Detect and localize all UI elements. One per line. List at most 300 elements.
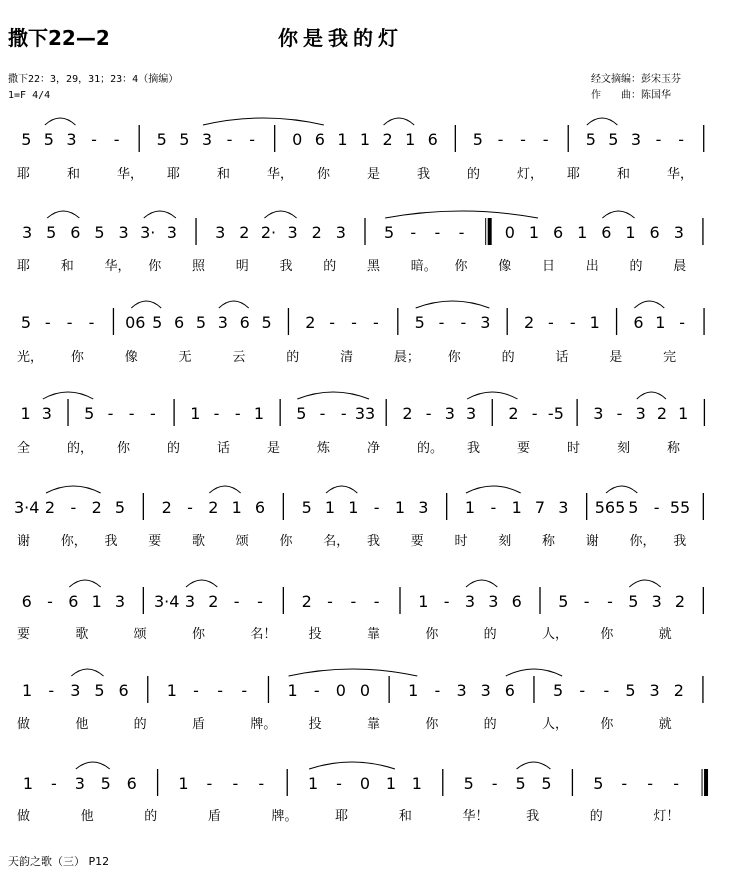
lyric-syllable: 名！ xyxy=(250,627,277,642)
note: - xyxy=(655,130,662,149)
lyric-syllable: 日 xyxy=(542,259,556,274)
note: 6 xyxy=(511,592,522,611)
note: - xyxy=(497,130,504,149)
slur xyxy=(634,301,664,308)
lyric-syllable: 称 xyxy=(667,441,681,456)
note: - xyxy=(616,404,623,423)
lyric-syllable: 话 xyxy=(555,350,569,365)
note: - xyxy=(460,313,467,332)
lyric-syllable: 耶 xyxy=(17,167,31,182)
note: - xyxy=(128,404,135,423)
note: 06 xyxy=(125,313,146,332)
lyric-syllable: 华， xyxy=(117,167,144,182)
note: - xyxy=(603,681,610,700)
note: 1 xyxy=(166,681,177,700)
lyric-syllable: 和 xyxy=(617,167,631,182)
composer-credit: 作 曲：陈国华 xyxy=(591,90,671,101)
note: 6 xyxy=(254,498,266,517)
lyric-syllable: 像 xyxy=(498,259,512,274)
note: 2 xyxy=(301,592,312,611)
lyric-syllable: 你 xyxy=(447,350,461,365)
slur xyxy=(606,486,637,493)
note: - xyxy=(313,681,320,700)
note: 3 xyxy=(444,404,455,423)
lyric-syllable: 净 xyxy=(367,441,381,456)
note: 5 xyxy=(20,313,32,332)
score-system xyxy=(17,580,703,642)
note: 5 xyxy=(593,774,604,793)
note: - xyxy=(70,498,77,517)
note: 3 xyxy=(630,130,642,149)
key-signature: 1=F 4/4 xyxy=(8,90,51,101)
lyric-syllable: 就 xyxy=(658,627,672,642)
note: 1 xyxy=(337,130,348,149)
note: 2 xyxy=(523,313,535,332)
lyric-syllable: 和 xyxy=(60,259,74,274)
note: 1 xyxy=(528,223,540,242)
note: - xyxy=(50,774,57,793)
note: 3 xyxy=(418,498,429,517)
note: 3 xyxy=(635,404,646,423)
note: 6 xyxy=(504,681,515,700)
note: - xyxy=(490,498,497,517)
lyric-syllable: 耶 xyxy=(335,809,349,824)
lyric-syllable: 的 xyxy=(483,627,497,642)
note: 3 xyxy=(66,130,77,149)
slur xyxy=(76,762,110,769)
song-number: 撒下22—2 xyxy=(8,26,110,50)
lyric-syllable: 刻 xyxy=(498,534,512,549)
note: - xyxy=(258,774,265,793)
note: 5 xyxy=(261,313,272,332)
note: 1 xyxy=(411,774,422,793)
slur xyxy=(45,118,76,125)
note: - xyxy=(234,404,241,423)
note: 3 xyxy=(70,681,81,700)
note: 6 xyxy=(126,774,137,793)
lyric-syllable: 我 xyxy=(279,259,293,274)
note: 5 xyxy=(472,130,483,149)
note: - xyxy=(491,774,498,793)
lyric-syllable: 我 xyxy=(526,809,540,824)
note: 1 xyxy=(418,592,429,611)
note: 5 xyxy=(152,313,163,332)
lyric-syllable: 华！ xyxy=(462,809,489,824)
note: - xyxy=(319,404,326,423)
lyric-syllable: 你 xyxy=(192,627,206,642)
note: - xyxy=(351,313,357,332)
note: 1 xyxy=(589,313,600,332)
note: 3·4 xyxy=(153,592,180,611)
slur xyxy=(46,486,101,493)
note: - xyxy=(336,774,342,793)
lyric-syllable: 做 xyxy=(17,717,31,732)
lyric-syllable: 照 xyxy=(192,259,206,274)
note: 3 xyxy=(287,223,298,242)
slur xyxy=(326,486,357,493)
note: - xyxy=(438,313,445,332)
lyric-syllable: 耶 xyxy=(17,259,31,274)
scripture-source: 撒下22：3，29，31；23：4（摘编） xyxy=(8,74,179,85)
lyric-syllable: 炼 xyxy=(317,441,331,456)
note: 55 xyxy=(669,498,691,517)
note: - xyxy=(107,404,114,423)
lyric-syllable: 牌。 xyxy=(250,717,277,732)
lyric-syllable: 靠 xyxy=(367,627,381,642)
note: 6 xyxy=(21,592,32,611)
note: - xyxy=(340,404,347,423)
lyric-syllable: 你， xyxy=(60,534,87,549)
slur xyxy=(602,211,634,218)
note: 1 xyxy=(22,774,34,793)
lyric-syllable: 出 xyxy=(585,259,599,274)
footer-source: 天韵之歌（三） P12 xyxy=(8,855,110,868)
lyric-syllable: 刻 xyxy=(617,441,631,456)
lyric-syllable: 的 xyxy=(323,259,337,274)
lyric-syllable: 名， xyxy=(323,534,350,549)
lyric-syllable: 的 xyxy=(629,259,643,274)
note: 565 xyxy=(594,498,626,517)
lyric-syllable: 我 xyxy=(673,534,687,549)
lyric-syllable: 时 xyxy=(454,534,468,549)
lyric-syllable: 像 xyxy=(124,350,138,365)
note: 5 xyxy=(585,130,596,149)
lyric-syllable: 灯， xyxy=(517,167,544,182)
lyric-syllable: 牌。 xyxy=(271,809,298,824)
lyric-syllable: 的 xyxy=(286,350,300,365)
slur xyxy=(264,211,296,218)
note: 33 xyxy=(354,404,376,423)
note: - xyxy=(66,313,73,332)
lyric-syllable: 是 xyxy=(609,350,623,365)
note: - xyxy=(679,313,686,332)
note: 2 xyxy=(208,498,219,517)
lyric-syllable: 要 xyxy=(148,534,162,549)
note: 1 xyxy=(20,404,31,423)
lyric-syllable: 暗。 xyxy=(410,259,437,274)
note: 5 xyxy=(628,592,639,611)
note: 3 xyxy=(21,223,33,242)
note: 5 xyxy=(179,130,190,149)
note: 3 xyxy=(558,498,569,517)
lyric-syllable: 他 xyxy=(80,809,94,824)
note: 6 xyxy=(173,313,185,332)
lyric-syllable: 华， xyxy=(104,259,131,274)
note: 2 xyxy=(402,404,413,423)
lyric-syllable: 盾 xyxy=(207,809,221,824)
note: 5 xyxy=(156,130,167,149)
note: - xyxy=(327,592,333,611)
slur xyxy=(47,211,79,218)
note: 6 xyxy=(601,223,612,242)
note: 5 xyxy=(94,681,105,700)
lyric-syllable: 的 xyxy=(467,167,481,182)
lyric-syllable: 盾 xyxy=(192,717,206,732)
note: 1 xyxy=(253,404,265,423)
slur xyxy=(209,486,240,493)
note: 5 xyxy=(46,223,57,242)
lyric-syllable: 要 xyxy=(517,441,531,456)
lyric-syllable: 我 xyxy=(417,167,431,182)
note: 2 xyxy=(508,404,519,423)
note: - xyxy=(206,774,213,793)
note: - xyxy=(583,592,590,611)
note: 1 xyxy=(678,404,689,423)
note: - xyxy=(621,774,628,793)
lyric-syllable: 你 xyxy=(600,717,614,732)
note: 3 xyxy=(74,774,85,793)
lyric-syllable: 清 xyxy=(340,350,354,365)
note: 2 xyxy=(673,681,684,700)
note: 1 xyxy=(190,404,201,423)
lyric-syllable: 我 xyxy=(467,441,481,456)
lyric-syllable: 话 xyxy=(217,441,231,456)
lyric-syllable: 他 xyxy=(75,717,89,732)
note: 3 xyxy=(480,681,491,700)
note: - xyxy=(458,223,465,242)
lyric-syllable: 称 xyxy=(542,534,556,549)
lyric-syllable: 和 xyxy=(398,809,412,824)
lyric-syllable: 华， xyxy=(667,167,694,182)
slur xyxy=(131,301,161,308)
slur xyxy=(629,580,660,587)
slur xyxy=(637,392,666,399)
note: 5 xyxy=(84,404,95,423)
note: 6 xyxy=(427,130,438,149)
note: 2· xyxy=(260,223,277,242)
note: - xyxy=(607,592,613,611)
note: 5 xyxy=(384,223,395,242)
note: 1 xyxy=(394,498,406,517)
note: - xyxy=(678,130,685,149)
note: 3 xyxy=(651,592,662,611)
note: - xyxy=(48,681,55,700)
note: 2 xyxy=(311,223,322,242)
lyric-syllable: 的 xyxy=(133,717,147,732)
lyric-syllable: 你 xyxy=(148,259,162,274)
note: 3 xyxy=(118,223,129,242)
note: 0 xyxy=(504,223,515,242)
note: 3·4 xyxy=(13,498,40,517)
note: 6 xyxy=(68,592,79,611)
note: 1 xyxy=(324,498,336,517)
note: 6 xyxy=(314,130,325,149)
lyric-syllable: 无 xyxy=(178,350,192,365)
slur xyxy=(219,301,249,308)
note: 5 xyxy=(21,130,32,149)
lyric-syllable: 和 xyxy=(217,167,231,182)
note: 3 xyxy=(184,592,196,611)
lyric-syllable: 耶 xyxy=(167,167,181,182)
note: 1 xyxy=(231,498,242,517)
note: 3 xyxy=(335,223,346,242)
note: 5 xyxy=(94,223,105,242)
note: 1 xyxy=(359,130,371,149)
lyric-syllable: 靠 xyxy=(367,717,381,732)
note: 5 xyxy=(608,130,619,149)
note: - xyxy=(548,313,554,332)
lyric-syllable: 歌 xyxy=(75,627,89,642)
note: 0 xyxy=(359,774,371,793)
note: 2 xyxy=(208,592,219,611)
note: 6 xyxy=(70,223,81,242)
note: 3 xyxy=(41,404,52,423)
note: 1 xyxy=(21,681,33,700)
note: 6 xyxy=(633,313,644,332)
note: 1 xyxy=(625,223,636,242)
note: 6 xyxy=(553,223,564,242)
note: 1 xyxy=(464,498,476,517)
note: 3· xyxy=(140,223,156,242)
lyric-syllable: 光， xyxy=(17,350,44,365)
lyric-syllable: 投 xyxy=(308,717,322,732)
slur xyxy=(506,669,562,676)
slur xyxy=(297,392,369,399)
note: 3 xyxy=(114,592,126,611)
note: 5 xyxy=(301,498,312,517)
note: 5 xyxy=(541,774,552,793)
lyric-syllable: 灯！ xyxy=(653,809,680,824)
note: - xyxy=(373,313,379,332)
note: 5 xyxy=(553,681,564,700)
note: - xyxy=(425,404,432,423)
note: - xyxy=(569,313,576,332)
note: - xyxy=(213,404,220,423)
note: 3 xyxy=(480,313,491,332)
lyric-syllable: 时 xyxy=(567,441,581,456)
lyric-syllable: 云 xyxy=(232,350,246,365)
note: 5 xyxy=(558,592,569,611)
lyric-syllable: 晨 xyxy=(673,259,687,274)
note: 1 xyxy=(308,774,319,793)
note: 3 xyxy=(465,404,477,423)
score-system xyxy=(17,211,703,274)
note: - xyxy=(44,313,51,332)
note: - xyxy=(329,313,336,332)
lyric-syllable: 你 xyxy=(600,627,614,642)
slur xyxy=(384,118,415,125)
slur xyxy=(309,762,395,769)
lyric-syllable: 全 xyxy=(17,441,31,456)
slur xyxy=(186,580,217,587)
note: - xyxy=(520,130,526,149)
lyric-syllable: 晨； xyxy=(393,350,420,365)
note: 6 xyxy=(118,681,129,700)
note: - xyxy=(257,592,263,611)
note: - xyxy=(187,498,193,517)
score-system xyxy=(17,392,704,456)
lyric-syllable: 要 xyxy=(17,627,31,642)
score-system xyxy=(17,118,704,182)
lyric-syllable: 你， xyxy=(629,534,656,549)
note: - xyxy=(542,130,549,149)
note: - xyxy=(232,774,239,793)
slur xyxy=(203,118,324,125)
note: 5 xyxy=(625,681,636,700)
slur xyxy=(466,580,497,587)
lyric-syllable: 是 xyxy=(267,441,281,456)
note: 3 xyxy=(215,223,226,242)
lyric-syllable: 颂 xyxy=(133,627,147,642)
note: 2 xyxy=(91,498,102,517)
note: 5 xyxy=(463,774,474,793)
lyric-syllable: 就 xyxy=(658,717,672,732)
note: 2 xyxy=(382,130,393,149)
lyric-syllable: 的， xyxy=(67,441,94,456)
note: 1 xyxy=(408,681,419,700)
note: 2 xyxy=(44,498,56,517)
note: 1 xyxy=(511,498,522,517)
arranger-credit: 经文摘编：彭宋玉芬 xyxy=(591,74,681,85)
note: 2 xyxy=(239,223,250,242)
note: - xyxy=(91,130,97,149)
lyric-syllable: 耶 xyxy=(567,167,581,182)
score-system xyxy=(17,301,704,365)
note: 3 xyxy=(201,130,213,149)
lyric-syllable: 做 xyxy=(17,809,31,824)
note: - xyxy=(653,498,660,517)
lyric-syllable: 的。 xyxy=(417,441,444,456)
lyric-syllable: 人， xyxy=(542,717,569,732)
lyric-syllable: 和 xyxy=(67,167,81,182)
note: 5 xyxy=(43,130,54,149)
lyric-syllable: 是 xyxy=(367,167,381,182)
note: 2 xyxy=(674,592,686,611)
lyric-syllable: 华， xyxy=(267,167,294,182)
note: 3 xyxy=(217,313,228,332)
note: -5 xyxy=(547,404,564,423)
note: 5 xyxy=(296,404,307,423)
note: 1 xyxy=(287,681,298,700)
slur xyxy=(467,392,517,399)
lyric-syllable: 人， xyxy=(542,627,569,642)
note: - xyxy=(531,404,538,423)
note: 3 xyxy=(488,592,499,611)
lyric-syllable: 的 xyxy=(483,717,497,732)
note: - xyxy=(193,681,199,700)
note: - xyxy=(226,130,233,149)
note: 2 xyxy=(656,404,668,423)
lyric-syllable: 你 xyxy=(317,167,331,182)
lyric-syllable: 我 xyxy=(104,534,118,549)
note: - xyxy=(434,223,441,242)
lyric-syllable: 的 xyxy=(589,809,603,824)
note: - xyxy=(241,681,248,700)
note: 2 xyxy=(305,313,316,332)
note: 3 xyxy=(673,223,684,242)
note: - xyxy=(350,592,357,611)
lyric-syllable: 我 xyxy=(367,534,381,549)
note: 1 xyxy=(655,313,666,332)
note: 1 xyxy=(91,592,102,611)
note: - xyxy=(47,592,53,611)
score-system xyxy=(17,669,703,732)
lyric-syllable: 完 xyxy=(663,350,677,365)
slur xyxy=(416,301,490,308)
slur xyxy=(587,118,618,125)
note: - xyxy=(113,130,120,149)
slur xyxy=(289,669,418,676)
note: - xyxy=(673,774,680,793)
note: 5 xyxy=(100,774,111,793)
lyric-syllable: 颂 xyxy=(235,534,249,549)
note: 3 xyxy=(649,681,660,700)
score-system xyxy=(14,486,703,549)
note: 1 xyxy=(348,498,359,517)
lyric-syllable: 谢 xyxy=(17,534,31,549)
note: 5 xyxy=(628,498,639,517)
lyric-syllable: 的 xyxy=(501,350,515,365)
